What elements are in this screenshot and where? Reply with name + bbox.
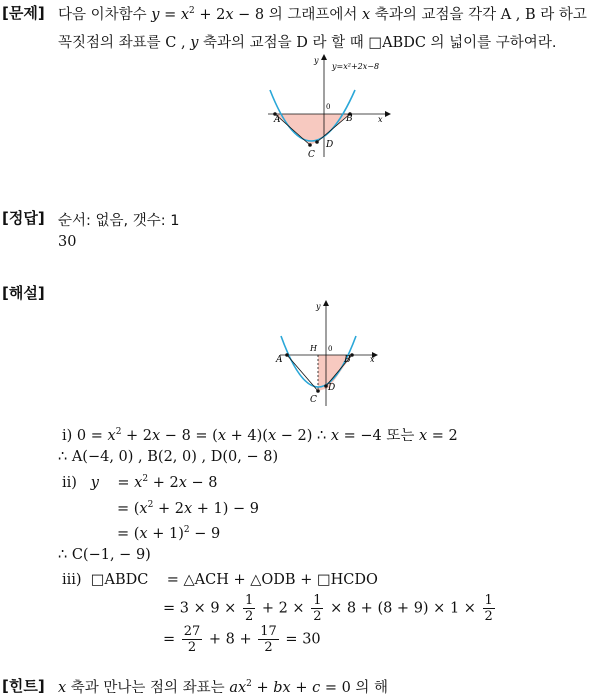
solution-step-i: ⅰ) $0 = x^2 + 2x - 8 = (x + 4)(x - 2)$ ∴ x = −4 또는 x = 2 (62, 427, 458, 444)
hint-label: [힌트] (2, 677, 45, 695)
solution-step-iii-2: = 3 × 9 × $\frac{1}{2}$ + 2 × $\frac{1}{2}$ × 8 + (8 + 9) × 1 × $\frac{1}{2}$ (163, 593, 493, 624)
label-b: B (344, 355, 351, 365)
solution-graph (272, 298, 382, 410)
problem-line-2: 꼭짓점의 좌표를 C , y 축과의 교점을 D 라 할 때 □ABDC 의 넓이를 구하여라. (58, 35, 557, 51)
solution-label: [해설] (2, 284, 45, 302)
point-a (285, 353, 289, 357)
label-b: B (346, 114, 353, 124)
solution-step-ii-2: = $(x^2 + 2x + 1) - 9$ (117, 500, 259, 517)
solution-step-iii-3: = $\frac{27}{2}$ + 8 + $\frac{17}{2}$ = 30 (163, 624, 321, 655)
origin-label: 0 (326, 103, 331, 111)
answer-meta: 순서: 없음, 갯수: 1 (58, 213, 180, 229)
function-label: y=x²+2x−8 (332, 62, 380, 71)
label-d: D (328, 383, 336, 393)
quad-fill (287, 355, 352, 391)
point-c (308, 143, 312, 147)
origin-label: 0 (328, 345, 333, 353)
label-c: C (308, 150, 315, 160)
answer-value: 30 (58, 234, 77, 250)
point-c (316, 389, 320, 393)
y-axis-label: y (314, 56, 319, 65)
point-d (315, 140, 319, 144)
hint-text: x 축과 만나는 점의 좌표는 $ax^2$ + bx + c = 0 의 해 (58, 679, 389, 696)
problem-line-1: 다음 이차함수 $y = x^2 + 2x - 8$ 의 그래프에서 x 축과의 교점을 각각 A , B 라 하고 (58, 6, 587, 23)
solution-step-ii-3: = $(x + 1)^2 - 9$ (117, 525, 221, 542)
x-axis-arrow (385, 111, 391, 117)
solution-step-ii-1: ⅱ) y = $x^2 + 2x - 8$ (62, 474, 218, 491)
label-h: H (310, 344, 317, 353)
label-d: D (326, 140, 334, 150)
solution-step-iii-1: ⅲ) □ABDC = △ACH + △ODB + □HCDO (62, 572, 378, 588)
y-axis-arrow (323, 300, 329, 306)
point-b (350, 353, 354, 357)
y-axis-label: y (316, 302, 321, 311)
y-axis-arrow (321, 54, 327, 60)
segment-ac (287, 355, 318, 391)
x-axis-label: x (378, 115, 383, 124)
label-c: C (310, 395, 317, 405)
x-axis-label: x (370, 355, 375, 364)
solution-c-line: ∴ C(−1, − 9) (58, 547, 151, 563)
answer-label: [정답] (2, 209, 45, 227)
label-a: A (274, 115, 281, 125)
label-a: A (276, 355, 283, 365)
problem-label: [문제] (2, 4, 45, 22)
solution-points-line: ∴ A(−4, 0) , B(2, 0) , D(0, − 8) (58, 449, 279, 465)
problem-graph (260, 52, 400, 164)
